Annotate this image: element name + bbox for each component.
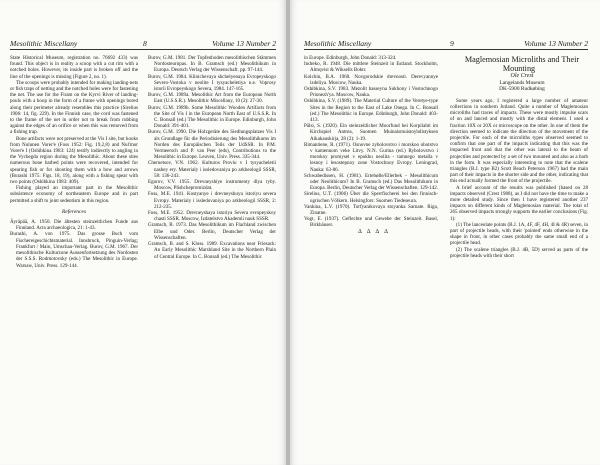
- author-affiliation-line: DK-5900 Rudkøbing: [499, 86, 545, 93]
- left-page-header: [10, 38, 276, 50]
- reference-entry: Kolchin, B.A. 1968. Novgorodskie drevnosti. Derevyannye izdeliya. Moscow, Nauka.: [304, 73, 438, 86]
- reference-entry: Egorov, V.V. 1955. Drevneyshiye instrumenty dlya ryby. Moscow, Plishchepromizdat.: [148, 179, 276, 192]
- article-author: Ole Crest: [510, 73, 534, 79]
- reference-entry: Schwabedissen, H. (1981). Ertebølle/Ellerbek - Mesolithicum oder Neolithicum? In B. Gramsch (ed.) Das Mesolithikum in Europa. Berlin, Deutscher Verlag der Wissenschaften. 129-142.: [304, 172, 438, 192]
- paragraph: Some years ago, I registered a large number of amateur collections in southern Jutland. Quite a number of Maglemosian microliths had traces of impacts. These were mostly impulse scars of on and lanced and mostly with the distal element. I used a fraction 10X or 20X or microscope on the other. In one of them the direction seemed to indicate the direction of the movement of the projectile. For each of the microliths types observed seemed to confirm that one part of the impacts indicating that this was the impacted front and that the other was lateral to the beam of projectiles and protected by a set of two mounted and also as a barb in the form. It was especially interesting to note that the scalene triangles (B.J. type B2) Scott Beach Peterson 1967) had the main part of their impacts in the shorter side and the other, indicating that this end actually formed the front of the projectile.: [450, 97, 588, 185]
- paragraph: Bone artifacts were not preserved at the Vis I site, but hooks from Nulunen Vorer'e (Foss 1952: Fig. 19,2,8) and Nul'mor Vorer'e I (Oshibkina 1983: 124) testify indirectly to angling in the Vychegda region during the Mesolithic. About these sites numerous bone barbed points were recovered, intended for spearing fish or for shooting them with a bow and arrows (Burashi 1975: Figs. 18, 19), along with a fishing spear with two points (Oshibkina 1983: 409).: [10, 135, 138, 186]
- paragraph: A brief account of the results was published (based on 28 impacts observed (Crest 1988), as I did not have the time to make a more detailed study. Since then I have registered another 237 impacts on different kinds of Maglemosian material. The total of 265 observed impacts strongly supports the earlier conclusions (Fig. 1):: [450, 184, 588, 222]
- reference-entry: Vogt, E. (1937). Geflechte und Gewebe der Steinzeit. Basel, Birkhäuser.: [304, 216, 438, 229]
- volume-label: Volume 13 Number 2: [212, 39, 276, 48]
- journal-title: Mesolithic Miscellany: [304, 39, 372, 48]
- left-column-2: [148, 55, 276, 260]
- journal-title: Mesolithic Miscellany: [10, 39, 78, 48]
- reference-entry: Burov, G.M. 1981. Der Topfenboden mesolithischen Stämmen Nordosteuropas. In B. Gramsch (ed.) Mesolithikum in Europa. Deutsch Verlag der Wissenschaft. pp. 97-144.: [148, 55, 276, 74]
- reference-entry: Pälsi, S. (1920). Ein steinzeitlicher Moorfund bei Korpilahti im Kirchspiel Antrea, Suomen Muinaismuistoyhdistyksen Aikakauskirja, 28 (2): 1-19.: [304, 123, 438, 142]
- author-affiliation-line: Langelands Museum: [499, 80, 545, 86]
- reference-entry: Gramsch, B. 1973. Das Mesolithikum im Flachland zwischen Elbe und Oder. Berlin, Deutscher Verlag der Wissenschaften.: [148, 222, 276, 241]
- left-page: [0, 0, 286, 465]
- reference-entry: Rimantiene, R. (1971). Osnovne zybolovstvo i morskoo ohotstvo v kamennom veke Litvy. N.N. Gurina (ed.) Rybolovstvo i morskoy promysel v epokhu neolita - tamnego metalla v lesnoy i lesostepnoy zone Vostochnoy Evropy. Leningrad, Nauka: 63-86.: [304, 141, 438, 173]
- right-page: [290, 0, 600, 465]
- reference-entry: Vankina, L.V. (1970). Torfyanikovaya stoyanka Sarnate. Riga, Zinatne.: [304, 203, 438, 217]
- article-title: Maglemosian Microliths and Their Mounting: [464, 55, 580, 73]
- section-end-ornament: Δ Δ Δ Δ: [358, 228, 390, 235]
- reference-entry: Sirelius, U.T. (1906) Über die Sperrfischerei bei den finnisch-ugrischen Völkern. Helsingfors: Suomen Tiedeseura.: [304, 191, 438, 204]
- reference-entry: Foss, M.E. 1952. Drevneyshaya istoriya Severa evropeyskoy chasti SSSR. Moscow, Izdatelstvo Akademii nauk SSSR.: [148, 210, 276, 223]
- reference-entry: Burov, G.M. 1989b. Some Mesolithic Wooden Artifacts from the Site of Vis I in the European North East of U.S.S.R. In C. Bonsall (ed.) The Mesolithic in Europe. Edinburgh, John Donald: 391-401.: [148, 104, 276, 130]
- reference-entry: Burov, G.M. 1989a. Mesolithic Art from the European North East (U.S.S.R.). Mesolithic Miscellany, 10 (2): 27-30.: [148, 92, 276, 105]
- volume-label: Volume 13 Number 2: [524, 39, 588, 48]
- reference-entry: Oshibkina, S.V. (1989). The Material Culture of the Veretye-type Sites in the Region to the East of Lake Onega. In C. Bonsall (ed.) The Mesolithic in Europe. Edinburgh, John Donald: 403-413.: [304, 98, 438, 124]
- paragraph: (2) The scalene triangles (B.J. 4B, 5D) served as parts of the projectile heads with their short: [450, 246, 588, 259]
- page-number: 8: [143, 39, 147, 48]
- reference-entry: Oshibkina, S.V. 1983. Mezolit basseyna Sukhony i Vostochnogo Prionezh'ya. Moscow, Nauka.: [304, 86, 438, 99]
- paragraph: Fishing played an important part in the Mesolithic subsistence economy of northeastern Europe and in part permitted a shift to joint sedentism in this region.: [10, 185, 138, 204]
- right-column-2: [450, 55, 588, 259]
- paragraph: State Historical Museum, registration no. 76692 433) was found. This object is in reality a scoop with a cut rim with a notched holes. However, its inside part is broken off and the line of the openings is missing (Figure 2, no. 1).: [10, 55, 138, 80]
- right-page-header: [304, 38, 588, 50]
- reference-entry: in Europe. Edinburgh, John Donald: 313-324.: [304, 55, 397, 61]
- reference-entry: Äyräpää, A. 1950. Die ältesten steinzeitlichen Funde aus Finnland. Acta archaeologica, 21: 1-43.: [10, 219, 138, 232]
- reference-entry: Burov, G.M. 1984. Klinichevaya shchelyenaya Evropeyskogo Severo-Vostoka v neolite I tysyacheletiya n.e. Voprosy istorii Evropeyskogo Severa, 1984. 147-165.: [148, 73, 276, 93]
- reference-entry: Burov, G.M. 1990. Die Holzgeräte des Siedlungsplatzes Vis I als Grundlage für die Periodisierung des Mesolithikums im Norden des Europäischen Teils der UdSSR. In P.M. Vermeersch and P. van Peer (eds), Contributions to the Mesolithic in Europe. Leuven, Univ. Press. 335-344.: [148, 129, 276, 161]
- page-number: 9: [450, 39, 454, 48]
- right-column-1: [304, 55, 438, 235]
- paragraph: (1) The lanceolate points (B.J. 1A, 4F, 4F, 4H, 4I & 4R) seven, in part of projectile heads, with their 'pointed' ends otherwise in the shape in front, in other cases probably the same small end of a projectile head.: [450, 221, 588, 247]
- reference-entry: Foss, M.E. 1941. Kostyanye i drevneyshuyu istoriyu severa Evropy. Materialy i issledovaniya po arkheologii SSSR, 2: 212-235.: [148, 191, 276, 210]
- reference-entry: Burashi, A. von 1975. Das grosse Buch vom Fischereigeschichtsmaterial. Innsbruck, Pinguin-Verlag; Frankfurt / Main, Umschau-Verlag. Burov, G.M. 1967. Der mesolithische Kulturzone Aussenfortsetzung des Nordosten der S.S.S. Rodmotovsky (eds.) The Mesolithic in Europe. Warsaw, Univ. Press. 129-144.: [10, 231, 138, 269]
- reference-entry: Gramsch, B. and S. Kloss. 1989. Excavations near Friesack: An Early Mesolithic Marshland Site in the Northern Plain of Central Europe. In C. Bonsall (ed.) The Mesolithic: [148, 241, 276, 260]
- references-heading: References: [61, 208, 87, 215]
- paragraph: The scoops were probably intended for making landing-nets or fish traps of netting and the notched holes were for fastening the net. The use for the Firam on the Kyrvi River of landing-pouls with a hoop in the form of a frame with openings bored along their perimeter already resembles this practice (Sirelius 1906: 14, fig. 229). In the Finnish case, the cord was fastened to the frame of the net in order not to break from rubbing against the edges of an orifice or when this was removed from a fishing trap.: [10, 79, 138, 136]
- reference-entry: Indreko, R. 1948. Die mittlere Steinzeit in Estland. Stockholm, Almqvist & Wiksells Boktr.: [304, 61, 438, 74]
- reference-entry: Chernetsov, V.N. 1962. Kulturos Proviu v I tysyacheletii nashey ery. Materialy i issledovaniya po arkheologii SSSR, 58: 136-243.: [148, 160, 276, 179]
- left-column-1: [10, 55, 138, 269]
